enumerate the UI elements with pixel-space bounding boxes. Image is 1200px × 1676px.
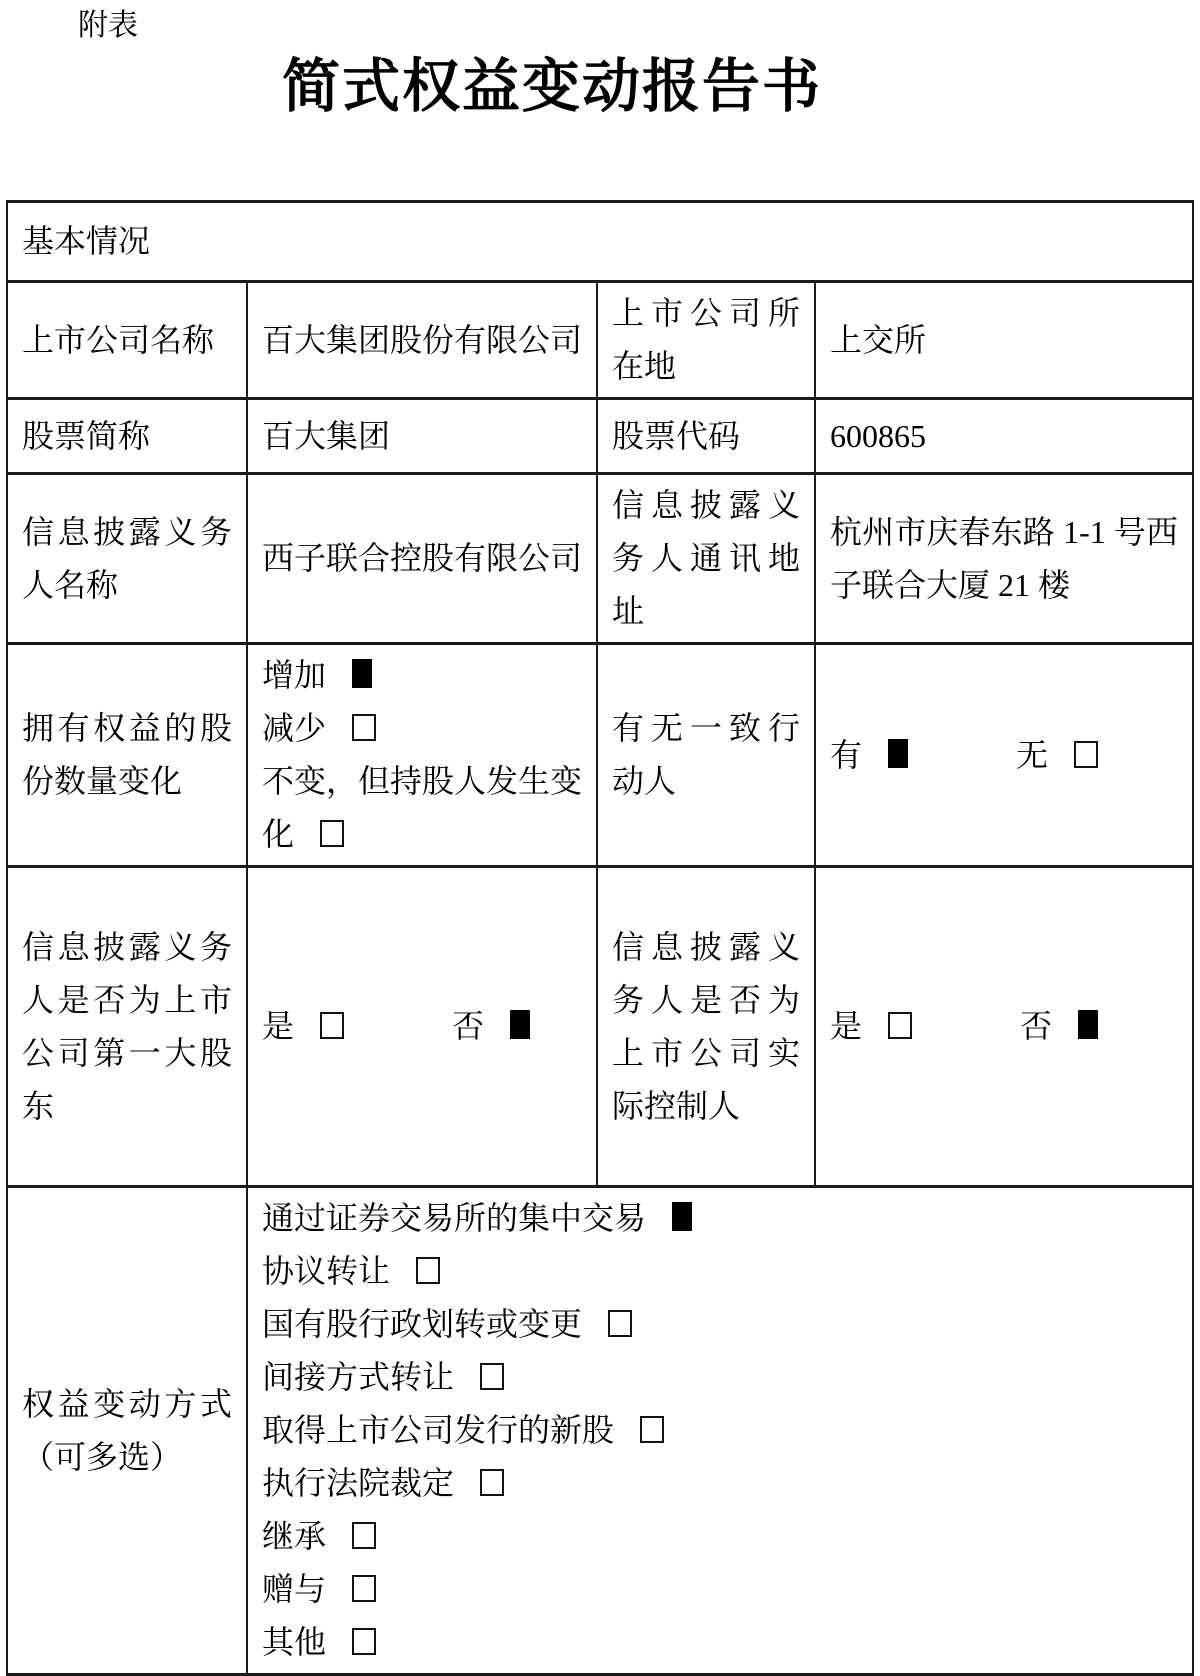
table-row-section-header <box>7 202 1193 282</box>
option-label: 有 <box>830 736 863 773</box>
option-other <box>262 1616 1178 1669</box>
checkbox-indirect-transfer-icon <box>480 1363 504 1390</box>
option-label: 间接方式转让 <box>262 1359 455 1395</box>
option-decrease <box>262 702 582 755</box>
option-court-ruling <box>262 1457 1178 1510</box>
checkbox-state-shares-icon <box>608 1310 632 1337</box>
checkbox-inheritance-icon <box>352 1522 376 1549</box>
company-location-label: 上市公司所在地 <box>597 282 815 399</box>
option-label: 否 <box>1020 1008 1053 1044</box>
option-inheritance <box>262 1510 1178 1563</box>
checkbox-other-icon <box>352 1628 376 1655</box>
company-name-value: 百大集团股份有限公司 <box>247 282 597 399</box>
table-row-discloser <box>7 474 1193 644</box>
stock-short-name-label: 股票简称 <box>7 399 247 474</box>
section-title-cell: 基本情况 <box>7 202 1193 282</box>
company-location-value: 上交所 <box>815 282 1193 399</box>
table-row-company <box>7 282 1193 399</box>
option-label: 协议转让 <box>262 1253 391 1289</box>
option-label: 继承 <box>262 1518 327 1554</box>
checkbox-no-concert-icon <box>1074 741 1098 768</box>
actual-controller-label: 信息披露义务人是否为上市公司实际控制人 <box>597 867 815 1187</box>
option-label: 否 <box>452 1008 485 1044</box>
option-label: 是 <box>262 1008 295 1044</box>
discloser-address-label: 信息披露义务人通讯地址 <box>597 474 815 644</box>
checkbox-controller-no-icon <box>1078 1010 1098 1039</box>
option-label: 不变，但持股人发生变化 <box>262 763 583 852</box>
actual-controller-options-cell <box>815 867 1193 1187</box>
checkbox-agreement-transfer-icon <box>416 1257 440 1284</box>
stock-code-label: 股票代码 <box>597 399 815 474</box>
option-exchange-trade <box>262 1192 1178 1245</box>
option-label: 其他 <box>262 1624 327 1660</box>
option-label: 无 <box>1016 736 1049 773</box>
share-change-label: 拥有权益的股份数量变化 <box>7 644 247 867</box>
option-has-concert <box>830 737 908 773</box>
option-indirect-transfer <box>262 1351 1178 1404</box>
option-no <box>1020 1008 1098 1044</box>
checkbox-controller-yes-icon <box>888 1012 912 1039</box>
company-name-label: 上市公司名称 <box>7 282 247 399</box>
concert-label: 有无一致行动人 <box>597 644 815 867</box>
checkbox-shareholder-yes-icon <box>320 1012 344 1039</box>
page-title: 简式权益变动报告书 <box>281 52 822 120</box>
basic-info-table <box>6 200 1194 1676</box>
checkbox-decrease-icon <box>352 714 376 741</box>
option-label: 国有股行政划转或变更 <box>262 1306 583 1342</box>
option-yes <box>830 1008 912 1044</box>
table-row-equity-methods <box>7 1187 1193 1675</box>
discloser-name-value: 西子联合控股有限公司 <box>247 474 597 644</box>
corner-note: 附表 <box>78 9 138 42</box>
option-state-shares-transfer <box>262 1298 1178 1351</box>
checkbox-increase-icon <box>352 659 372 688</box>
share-change-options-cell <box>247 644 597 867</box>
option-gift <box>262 1563 1178 1616</box>
stock-short-name-value: 百大集团 <box>247 399 597 474</box>
checkbox-new-shares-icon <box>640 1416 664 1443</box>
option-label: 增加 <box>262 657 327 693</box>
concert-options-cell <box>815 644 1193 867</box>
option-new-shares <box>262 1404 1178 1457</box>
largest-shareholder-options-cell <box>247 867 597 1187</box>
checkbox-unchanged-icon <box>320 820 344 847</box>
option-label: 通过证券交易所的集中交易 <box>262 1200 647 1236</box>
table-row-shareholder-controller <box>7 867 1193 1187</box>
option-no <box>452 1008 530 1044</box>
option-label: 减少 <box>262 710 327 746</box>
option-label: 赠与 <box>262 1571 327 1607</box>
discloser-name-label: 信息披露义务人名称 <box>7 474 247 644</box>
equity-methods-label: 权益变动方式（可多选） <box>7 1187 247 1675</box>
option-label: 取得上市公司发行的新股 <box>262 1412 615 1448</box>
checkbox-has-concert-icon <box>888 739 908 768</box>
option-no-concert <box>1016 737 1098 773</box>
equity-methods-options-cell <box>247 1187 1193 1675</box>
checkbox-shareholder-no-icon <box>510 1010 530 1039</box>
option-label: 是 <box>830 1008 863 1044</box>
table-row-stock <box>7 399 1193 474</box>
option-unchanged <box>262 755 582 861</box>
discloser-address-value: 杭州市庆春东路 1-1 号西子联合大厦 21 楼 <box>815 474 1193 644</box>
largest-shareholder-label: 信息披露义务人是否为上市公司第一大股东 <box>7 867 247 1187</box>
checkbox-exchange-trade-icon <box>672 1202 692 1231</box>
option-yes <box>262 1008 344 1044</box>
table-row-share-change <box>7 644 1193 867</box>
checkbox-court-ruling-icon <box>480 1469 504 1496</box>
option-increase <box>262 649 582 702</box>
option-agreement-transfer <box>262 1245 1178 1298</box>
option-label: 执行法院裁定 <box>262 1465 455 1501</box>
stock-code-value: 600865 <box>815 399 1193 474</box>
checkbox-gift-icon <box>352 1575 376 1602</box>
